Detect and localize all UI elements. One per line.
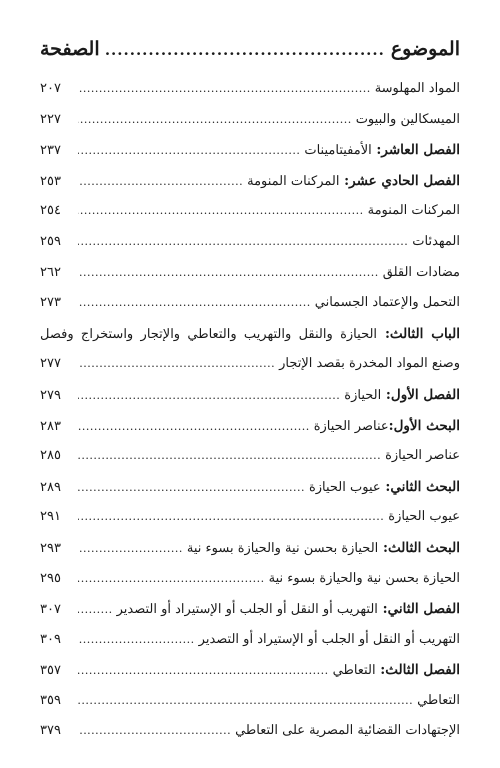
toc-entry-heading: الفصل الأول: [381, 386, 460, 403]
toc-entry-text: التعاطي [332, 663, 376, 679]
toc-leader-dots [78, 105, 352, 135]
toc-entry [40, 166, 460, 197]
toc-entry-text: الحيازة [344, 387, 382, 403]
toc-entry-title [383, 258, 460, 288]
toc-page-number: ٢٣٧ [40, 143, 61, 159]
toc-entry-title [412, 227, 460, 257]
toc-entry-text: المركنات المنومة [247, 173, 340, 189]
toc-entry [40, 258, 460, 289]
toc-entry-heading: الباب الثالث: [377, 325, 460, 342]
toc-entry-text: مضادات القلق [382, 264, 460, 280]
toc-entry [40, 288, 460, 319]
toc-page-number: ٢٥٩ [40, 233, 61, 249]
toc-entry-text: عيوب الحيازة [388, 509, 460, 525]
toc-page-number: ٢٧٣ [40, 295, 61, 311]
toc-entry [40, 74, 460, 105]
toc-entry [40, 502, 460, 533]
toc-leader-dots [78, 595, 113, 625]
toc-leader-dots [78, 625, 195, 655]
toc-entry-text: عيوب الحيازة [308, 479, 381, 495]
toc-entry-title [40, 319, 460, 350]
toc-entry [40, 380, 460, 411]
toc-entry-text: التعاطي [417, 692, 460, 708]
toc-leader-dots [78, 412, 310, 442]
toc-header [40, 38, 460, 74]
toc-leader-dots [78, 136, 300, 166]
toc-entry-text: الأمفيتامينات [304, 143, 372, 159]
toc-entry-text: الحيازة والنقل والتهريب والتعاطي والإتجار واستخراج وفصل [40, 326, 378, 342]
toc-entry-text: المهدئات [412, 233, 460, 249]
toc-entry [40, 594, 460, 625]
toc-entry-title [117, 594, 460, 625]
toc-leader-dots [78, 349, 275, 379]
toc-entry-text: المواد المهلوسة [374, 81, 460, 96]
toc-entry-text: عناصر الحيازة [385, 448, 460, 464]
toc-page-number: ٢٥٣ [40, 173, 61, 189]
toc-entry-heading: الفصل الثاني: [377, 601, 460, 618]
toc-entry-text: التهريب أو النقل أو الجلب أو الإستيراد أو التصدير [198, 631, 460, 647]
toc-leader-dots [78, 564, 265, 594]
toc-entry-text: المركنات المنومة [367, 203, 460, 219]
toc-entry [40, 196, 460, 227]
toc-leader-dots [78, 534, 183, 564]
toc-page-number: ٣٧٩ [40, 723, 61, 739]
toc-entry-title [309, 472, 460, 503]
toc-entry [40, 564, 460, 595]
toc-entry [40, 227, 460, 258]
toc-page-number: ٢٨٥ [40, 448, 61, 464]
toc-entry-title [417, 686, 460, 716]
toc-entry-text: عناصر الحيازة [313, 418, 389, 434]
toc-page-number: ٣٠٧ [40, 602, 61, 618]
toc-leader-dots [78, 288, 311, 318]
toc-list [40, 74, 460, 747]
toc-leader-dots [78, 716, 231, 746]
toc-leader-dots [78, 502, 384, 532]
toc-page-number: ٣٥٩ [40, 692, 61, 708]
toc-entry-title [199, 625, 460, 655]
toc-entry-title [247, 166, 460, 197]
toc-page-number: ٢٢٧ [40, 111, 61, 127]
toc-entry-title [279, 349, 460, 379]
toc-entry-heading: البحث الأول: [388, 417, 460, 434]
header-page: الصفحة [40, 38, 100, 60]
toc-entry [40, 625, 460, 656]
toc-entry [40, 441, 460, 472]
toc-entry [40, 533, 460, 564]
toc-leader-dots [78, 381, 340, 411]
toc-entry-title [356, 105, 460, 135]
toc-entry [40, 105, 460, 136]
toc-entry-title [375, 74, 460, 104]
toc-page-number: ٢٨٣ [40, 418, 61, 434]
toc-page-number: ٣٥٧ [40, 663, 61, 679]
toc-entry [40, 135, 460, 166]
toc-page-number: ٢٩٥ [40, 570, 61, 586]
toc-entry-text: التحمل والإعتماد الجسماني [314, 295, 460, 311]
toc-entry-title [315, 288, 460, 318]
toc-entry-title [344, 380, 460, 411]
toc-leader-dots [78, 656, 329, 686]
toc-entry [40, 716, 460, 747]
toc-leader-dots [78, 74, 371, 104]
toc-entry-title [333, 655, 460, 686]
toc-entry-text: التهريب أو النقل أو الجلب أو الإستيراد أو التصدير [116, 602, 378, 618]
toc-entry-text: وصنع المواد المخدرة بقصد الإتجار [279, 356, 460, 372]
header-topic: الموضوع [390, 38, 460, 60]
header-leader-dots [106, 41, 385, 59]
toc-entry-text: الحيازة بحسن نية والحيازة بسوء نية [186, 540, 379, 556]
toc-page-number: ٢٧٧ [40, 356, 61, 372]
toc-entry-heading: الفصل الحادي عشر: [339, 172, 460, 189]
toc-entry [40, 411, 460, 442]
toc-entry-title [385, 441, 460, 471]
toc-page-number: ٢٩٣ [40, 540, 61, 556]
toc-entry [40, 472, 460, 503]
toc-entry-title [187, 533, 460, 564]
toc-entry-title [388, 502, 460, 532]
toc-entry-title [368, 196, 460, 226]
toc-page-number: ٢٧٩ [40, 387, 61, 403]
toc-leader-dots [78, 196, 364, 226]
toc-entry [40, 655, 460, 686]
toc-entry-text: الميسكالين والبيوت [355, 111, 460, 127]
toc-page-number: ٢٥٤ [40, 203, 61, 219]
toc-entry [40, 349, 460, 380]
toc-leader-dots [78, 167, 243, 197]
toc-leader-dots [78, 473, 305, 503]
toc-leader-dots [78, 258, 379, 288]
toc-page-number: ٢٩١ [40, 509, 61, 525]
toc-entry-title [269, 564, 460, 594]
toc-page-number: ٢٦٢ [40, 264, 61, 280]
toc-leader-dots [78, 227, 408, 257]
toc-entry-text: الحيازة بحسن نية والحيازة بسوء نية [268, 570, 460, 586]
toc-entry-title [304, 135, 460, 166]
toc-entry-heading: البحث الثاني: [380, 478, 460, 495]
toc-entry [40, 319, 460, 350]
toc-entry-title [235, 716, 460, 746]
toc-entry-heading: البحث الثالث: [378, 539, 460, 556]
toc-page-number: ٢٨٩ [40, 479, 61, 495]
toc-leader-dots [78, 441, 381, 471]
toc-page-number: ٢٠٧ [40, 81, 61, 96]
toc-entry-heading: الفصل الثالث: [375, 662, 460, 679]
toc-entry-heading: الفصل العاشر: [371, 142, 460, 159]
toc-entry-text: الإجتهادات القضائية المصرية على التعاطي [235, 723, 460, 739]
toc-leader-dots [78, 686, 413, 716]
toc-entry [40, 686, 460, 717]
toc-page-number: ٣٠٩ [40, 631, 61, 647]
toc-entry-title [314, 411, 460, 442]
